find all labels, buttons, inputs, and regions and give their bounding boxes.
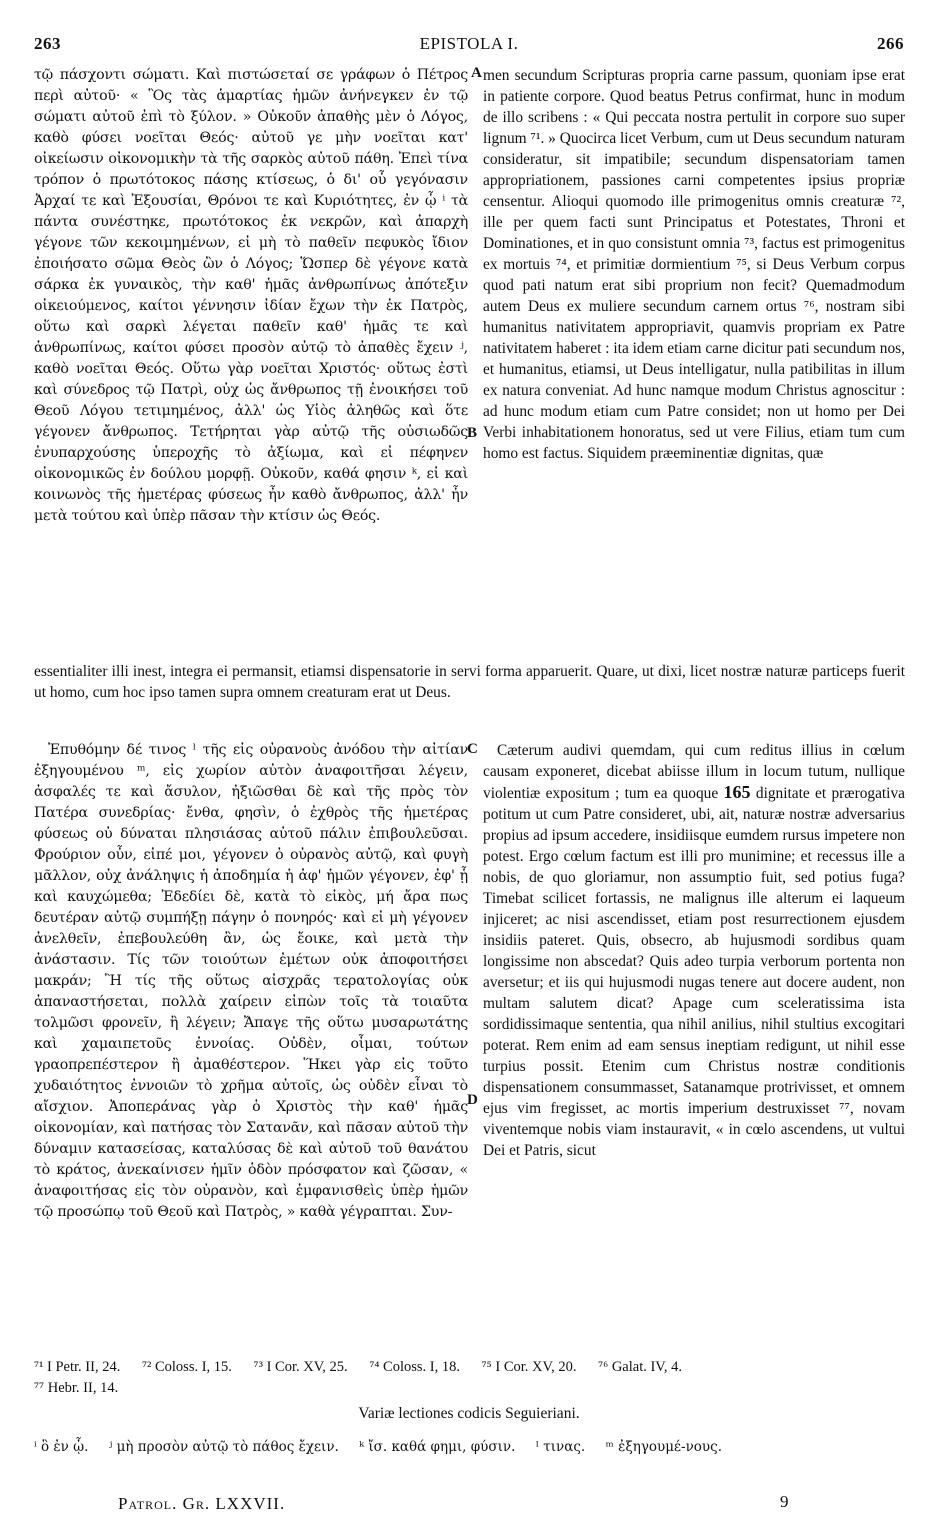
margin-mark-a: A — [471, 65, 482, 81]
footer-series: Patrol. Gr. LXXVII. — [118, 1494, 286, 1513]
latin-paragraph: men secundum Scripturas propria carne passum, quoniam ipse erat in patiente corpore. Quod beatus Petrus confirmat, hunc in modum de illo scribens : « Qui peccata nostra pertulit in corpore suo super lignum ⁷¹. » Quocirca licet Verbum, cum ut Deus secundum naturam consideratur, sit impatibile; secundum dispensatoriam tamen appropriationem, passiones carni competentes ipsius propriæ censentur. Alioqui quomodo ille primogenitus omnis creaturæ ⁷², ille per quem facti sunt Principatus et Potestates, Throni et Dominationes, et in quo consistunt omnia ⁷³, factus est primogenitus ex mortuis ⁷⁴, et primitiæ dormientium ⁷⁵, si Deus Verbum corpus quod pati natum erat sibi proprium non fecit? Quemadmodum autem Deus ex muliere secundum carnem ortus ⁷⁶, nostram sibi humanitus nativitatem appropriavit, quamvis propriam ex Patre nativitatem haberet : ita idem etiam carne dicitur pati secundum nos, et humanitus, etiamsi, ut Deus intelligatur, nulla patibilitas in illum ex natura conveniat. Ad hunc namque modum Christus agnoscitur : ad hunc modum etiam cum Patre considet; non ut homo per Dei Verbi inhabitationem honoratus, sed ut vere Filius, etiam tum cum homo est factus. Siquidem præeminentiæ dignitas, quæ — [483, 67, 905, 462]
latin-full-width — [34, 661, 905, 737]
variant-reading: ˡ τινας. — [535, 1439, 586, 1455]
latin-paragraph-2 — [483, 740, 905, 1161]
greek-column-bottom — [34, 740, 468, 1340]
footnote: ⁷⁷ Hebr. II, 14. — [34, 1380, 119, 1396]
column-number-165: 165 — [723, 782, 751, 802]
latin-column-top — [483, 65, 905, 660]
greek-paragraph: τῷ πάσχοντι σώματι. Καὶ πιστώσεταί σε γράφων ὁ Πέτρος περὶ αὐτοῦ· « Ὃς τὰς ἁμαρτίας ἡμῶν ἀνήνεγκεν ἐν τῷ σώματι αὐτοῦ ἐπὶ τὸ ξύλον. » Οὐκοῦν ἀπαθὴς μὲν ὁ Λόγος, καθὸ φύσει νοεῖται Θεός· αὐτοῦ γε μὴν νοεῖται κατ' οἰκείωσιν οἰκονομικὴν τὰ τῆς σαρκὸς αὐτοῦ πάθη. Ἐπεὶ τίνα τρόπον ὁ πρωτότοκος πάσης κτίσεως, ὁ δι' οὗ γεγόνασιν Ἀρχαί τε καὶ Ἐξουσίαι, Θρόνοι τε καὶ Κυριότητες, ἐν ᾧ ⁱ τὰ πάντα συνέστηκε, πρωτότοκος ἐκ νεκρῶν, καὶ ἀπαρχὴ γέγονε τῶν κεκοιμημένων, εἰ μὴ τὸ παθεῖν πεφυκὸς ἴδιον ἐποιήσατο σῶμα Θεὸς ὢν ὁ Λόγος; Ὥσπερ δὲ γέγονε κατὰ σάρκα ἐκ γυναικὸς, τὴν καθ' ἡμᾶς ἀνθρωπίνως ἀπότεξιν οἰκειούμενος, καίτοι γέννησιν ἰδίαν ἔχων τὴν ἐκ Πατρὸς, οὕτω καὶ σαρκὶ λέγεται παθεῖν καθ' ἡμᾶς τε καὶ ἀνθρωπίνως, καίτοι φύσει προσὸν αὐτῷ τὸ ἀπαθὲς ἔχειν ʲ, καθὸ νοεῖται Θεός. Οὕτω γὰρ νοεῖται Χριστός· οὕτως ἐστὶ καὶ σύνεδρος τῷ Πατρὶ, οὐχ ὡς ἄνθρωπος τῇ ἐνοικήσει τοῦ Θεοῦ Λόγου τετιμημένος, ἀλλ' ὡς Υἱὸς ἀληθῶς καὶ ὅτε γέγονεν ἄνθρωπος. Τετήρηται γὰρ αὐτῷ τῆς οὐσιωδῶς ἐνυπαρχούσης ὑπεροχῆς τὸ ἀξίωμα, καὶ εἰ πέφηνεν οἰκονομικῶς ἐν δούλου μορφῇ. Οὐκοῦν, καθά φησιν ᵏ, εἰ καὶ κοινωνὸς τῆς ἡμετέρας φύσεως ἦν καθὸ ἄνθρωπος, ἀλλ' ἦν μετὰ τούτου καὶ ὑπὲρ πᾶσαν τὴν κτίσιν ὡς Θεός. — [34, 67, 468, 524]
variant-reading: ʲ μὴ προσὸν αὐτῷ τὸ πάθος ἔχειν. — [108, 1439, 339, 1455]
latin-column-bottom — [483, 740, 905, 1340]
margin-mark-b: B — [467, 425, 478, 441]
latin-text-part-1: Cæterum audivi quemdam, qui cum reditus illius in cœlum causam exponeret, dicebat abiisse illum in locum tutum, nullique violentiæ expositum ; tum ea quoque — [483, 742, 905, 802]
latin-continuation: essentialiter illi inest, integra ei permansit, etiamsi dispensatorie in servi forma apparuerit. Quare, ut dixi, licet nostræ naturæ particeps fuerit ut homo, cum hoc ipso tamen supra omnem creaturam erat ut Deus. — [34, 663, 905, 701]
footnote: ⁷² Coloss. I, 15. — [141, 1359, 232, 1375]
variant-reading: ᵐ ἐξηγουμέ-νους. — [605, 1439, 722, 1455]
footnote: ⁷¹ I Petr. II, 24. — [34, 1359, 121, 1375]
variae-lectiones-list — [34, 1436, 905, 1458]
variant-reading: ᵏ ἴσ. καθά φημι, φύσιν. — [359, 1439, 516, 1455]
footnotes — [34, 1357, 905, 1399]
page-number-left: 263 — [34, 34, 61, 53]
running-title: EPISTOLA I. — [419, 34, 519, 53]
variae-lectiones-title: Variæ lectiones codicis Seguieriani. — [358, 1405, 580, 1422]
footer-signature: 9 — [780, 1492, 789, 1511]
greek-paragraph-2: Ἐπυθόμην δέ τινος ˡ τῆς εἰς οὐρανοὺς ἀνόδου τὴν αἰτίαν ἐξηγουμένου ᵐ, εἰς χωρίον αὐτὸν ἀναφοιτῆσαι λέγειν, ἀσφαλές τε καὶ ἄσυλον, ἠξιῶσθαι δὲ καὶ τῆς πρὸς τὸν Πατέρα συνεδρίας· ἔνθα, φησὶν, ὁ ἐχθρὸς τῆς ἡμετέρας φύσεως οὐ δύναται πλησιάσας αὐτοῦ πάλιν ἐπιβουλεῦσαι. Φρούριον οὖν, εἰπέ μοι, γέγονεν ὁ οὐρανὸς αὐτῷ, καὶ φυγὴ μᾶλλον, οὐχ ἀνάληψις ἡ ἀποδημία ἡ ἀφ' ἡμῶν γέγονεν, ἐφ' ᾗ καὶ καυχώμεθα; Ἐδεδίει δὲ, κατὰ τὸ εἰκὸς, μή ἄρα πως δευτέραν αὐτῷ συμπήξῃ πάγην ὁ πονηρός· καὶ εἰ μὴ γέγονεν ἀνελθεῖν, ἐπεβουλεύθη ἂν, ὡς ἔοικε, καὶ μετὰ τὴν ἀνάστασιν. Τίς τῶν τοιούτων ἐμέτων οὐκ ἀποφοιτήσει μακράν; Ἢ τίς τῆς οὕτως αἰσχρᾶς τερατολογίας οὐκ ἀπαναστήσεται, πολλὰ χαίρειν εἰπὼν τοῖς τὰ τοιαῦτα τολμῶσι φρονεῖν, ἢ λέγειν; Ἄπαγε τῆς οὕτω μυσαρωτάτης καὶ χαμαιπετοῦς ἐννοίας. Οὐδὲν, οἶμαι, τούτων γραοπρεπέστερον ἢ ἀμαθέστερον. Ἥκει γὰρ εἰς τοῦτο χυδαιότητος ἐννοιῶν τὸ χρῆμα αὐτοῖς, ὡς οὐδὲν εἶναι τὸ αἴσχιον. Ἀποπεράνας γὰρ ὁ Χριστὸς τὴν καθ' ἡμᾶς οἰκονομίαν, καὶ πατήσας τὸν Σατανᾶν, καὶ πᾶσαν αὐτοῦ τὴν δύναμιν κατασείσας, καταλύσας δὲ καὶ αὐτοῦ τοῦ θανάτου τὸ κράτος, ἀνεκαίνισεν ἡμῖν ὁδὸν πρόσφατον καὶ ζῶσαν, « ἀναφοιτήσας εἰς τὸν οὐρανὸν, καὶ ἐμφανισθεὶς ὑπὲρ ἡμῶν τῷ προσώπῳ τοῦ Θεοῦ καὶ Πατρὸς, » καθὰ γέγραπται. Συν- — [34, 742, 468, 1220]
page-header — [34, 34, 904, 58]
footnote: ⁷⁶ Galat. IV, 4. — [598, 1359, 683, 1375]
margin-mark-c: C — [467, 741, 478, 757]
latin-text-part-2: dignitate et prærogativa potitum ut cum Patre consideret, ubi, ait, naturæ nostræ adversarius propius ad ipsum accedere, insidiisque eumdem rursus impetere non potest. Ergo cœlum factum est illi pro munimine; et recessus ille a nobis, de quo gloriamur, non assumptio fuit, sed potius fuga? Timebat scilicet fortassis, ne malignus ille alterum ei laqueum injiceret; ac nisi ascendisset, etiam post resurrectionem ejusdem insidiis pateret. Quis, obsecro, ab hujusmodi sordibus quam longissime non abscedat? Quis adeo turpia verborum portenta non aversetur; et iis qui hujusmodi nugas tenere aut docere audent, non multam salutem dicat? Apage cum sceleratissima ista sordidissimaque sententia, qua nihil anilius, nihil stultius excogitari poterat. Rem enim ad eam sensus ineptiam redigunt, ut nihil esse turpius possit. Etenim cum Christus nostræ conditionis dispensationem consummasset, Satanamque protrivisset, et omnem ejus vim fregisset, ac mortis imperium destruxisset ⁷⁷, novam viventemque nobis viam instauravit, « in cœlo ascendens, ut vultui Dei et Patris, sicut — [483, 785, 905, 1159]
footnote: ⁷³ I Cor. XV, 25. — [253, 1359, 348, 1375]
greek-column-top — [34, 65, 468, 660]
footnote: ⁷⁴ Coloss. I, 18. — [369, 1359, 460, 1375]
footnote: ⁷⁵ I Cor. XV, 20. — [481, 1359, 577, 1375]
margin-mark-d: D — [467, 1092, 478, 1108]
page-number-right: 266 — [877, 34, 904, 53]
variant-reading: ⁱ ὃ ἐν ᾧ. — [34, 1439, 89, 1455]
